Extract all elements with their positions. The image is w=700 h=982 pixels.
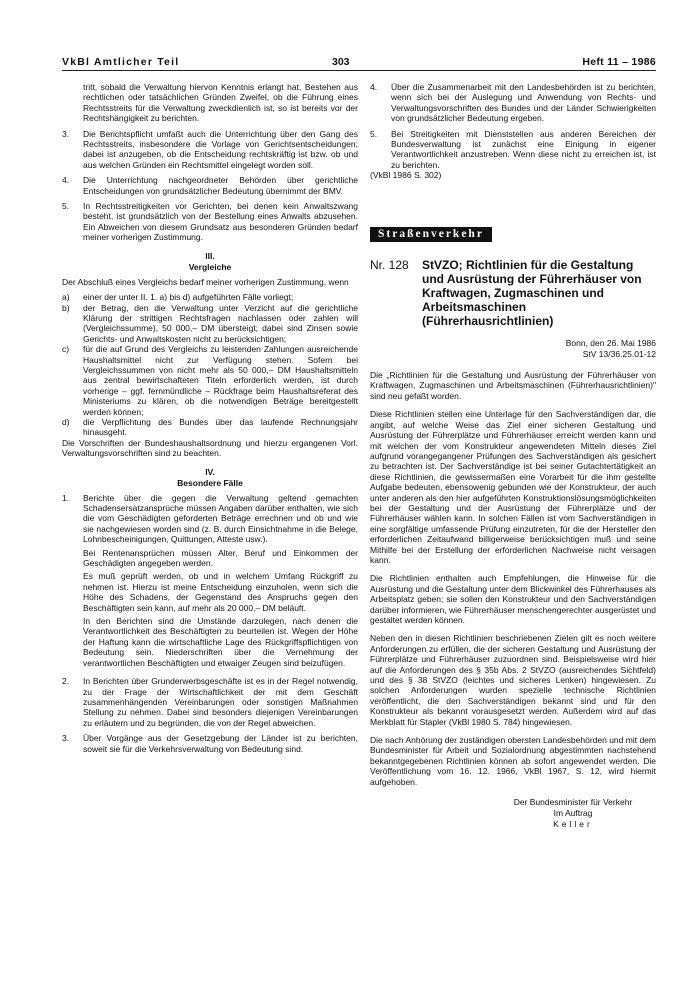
item-letter: a) bbox=[62, 292, 70, 303]
regulation-header bbox=[370, 258, 656, 328]
section-intro: Der Abschluß eines Vergleichs bedarf meiner vorherigen Zustimmung, wenn bbox=[62, 276, 349, 287]
item-text: für die auf Grund des Vergleichs zu leistenden Zahlungen ausreichende Haushaltsmittel nicht zur Verfügung stehen. Sofern bei Vergleichssummen von nicht mehr als 50 000,– DM Haushaltsmitteln aus zentral bewirtschafteten Titeln erforderlich werden, ist durch vorherige – ggf. fernmündliche – Rückfrage beim Haushaltsreferat des Ministeriums zu klären, ob die notwendigen Beträge bereitgestellt werden können; bbox=[83, 344, 358, 417]
list-item bbox=[62, 292, 358, 302]
regulation-number: Nr. 128 bbox=[370, 258, 409, 273]
section-banner bbox=[370, 227, 656, 242]
item-text: Die Berichtspflicht umfaßt auch die Unterrichtung über den Gang des Rechtsstreits, insbesondere die Vorlage von Gerichtsentscheidungen; dabei ist anzugeben, ob die Entscheidung rechtskräftig ist bzw. ob und aus welchen Gründen ein Rechtsmittel eingelegt worden soll. bbox=[83, 128, 358, 170]
signatory-name: Keller bbox=[553, 819, 593, 830]
list-item bbox=[370, 82, 656, 124]
item-text: Bei Streitigkeiten mit Dienststellen aus anderen Bereichen der Bundesverwaltung ist zunächst eine Einigung in eigener Verantwortlichkeit anzustreben. Wenn diese nicht zu erreichen ist, ist zu berichten. bbox=[391, 128, 656, 170]
body-paragraph: Diese Richtlinien stellen eine Unterlage für den Sachverständigen dar, die angibt, auf welche Weise das Ziel einer sicheren Gestaltung und Ausrüstung der Führerplätze und Führerhäuser erreicht werden kann und mit welchen der vom Konstrukteur angewendeten Mitteln dieses Ziel aufgrund vorangegangener Prüfungen des Sachverständigen als gesichert zu betrachten ist. Der Sachverständige ist bei seiner Gutachtertätigkeit an diese Richtlinien, die gewissermaßen eine Vorarbeit für die ihm gestellte Aufgabe bedeuten, ebensowenig gebunden wie der Konstrukteur, der auch unter anderen als den hier aufgeführten Konstruktionslösungsmöglichkeiten bei der Gestaltung und der Ausrüstung der Führerplätze und der Führerhäuser wählen kann. In solchen Fällen ist vom Sachverständigen in eine sorgfältige umfassende Prüfung einzutreten, für die der Hersteller den erforderlichen Zeitaufwand billigerweise berücksichtigen muß und seine Mithilfe bei der Erstellung der erforderlichen Nachweise nicht versagen kann. bbox=[370, 409, 656, 565]
item-paragraph: Bei Rentenansprüchen müssen Alter, Beruf und Einkommen der Geschädigten angegeben werden. bbox=[83, 547, 358, 569]
item-paragraph: In den Berichten sind die Umstände darzulegen, nach denen die Verantwortlichkeit des Beschäftigten zu beurteilen ist. Wegen der Höhe der Haftung kann die wirtschaftliche Lage des Rückgriffspflichtigen von Bedeutung sein. Niederschriften über die Vernehmung der verantwortlichen Beschäftigten und etwaiger Zeugen sind beizufügen. bbox=[83, 616, 358, 668]
citation: (VkBl 1986 S. 302) bbox=[370, 170, 442, 181]
section-title: Besondere Fälle bbox=[177, 477, 243, 488]
section-title: Vergleiche bbox=[188, 261, 232, 272]
continued-paragraph: tritt, sobald die Verwaltung hiervon Kenntnis erlangt hat. Bestehen aus rechtlichen oder tatsächlichen Gründen Zweifel, ob die Führung eines Rechtsstreits für die Verwaltung zweckdienlich ist, so ist bereits vor der Rechtshängigkeit zu berichten. bbox=[83, 82, 358, 124]
item-number: 5. bbox=[62, 201, 70, 212]
page-header bbox=[62, 56, 656, 70]
item-letter: d) bbox=[62, 416, 70, 427]
list-item bbox=[62, 417, 358, 438]
item-text: In Rechtsstreitigkeiten vor Gerichten, bei denen kein Anwaltszwang besteht, ist grundsätzlich von der Bestellung eines Anwalts abzusehen. Ein Abweichen von diesem Grundsatz aus besonderen Gründen bedarf meiner vorherigen Zustimmung. bbox=[83, 201, 358, 243]
item-number: 2. bbox=[62, 676, 70, 687]
item-number: 3. bbox=[62, 733, 70, 744]
item-number: 4. bbox=[62, 175, 70, 186]
list-item bbox=[62, 676, 358, 728]
section-numeral: III. bbox=[205, 250, 215, 261]
date-place: Bonn, den 26. Mai 1986 bbox=[565, 338, 656, 349]
signatory-authority: Der Bundesminister für Verkehr bbox=[513, 797, 633, 808]
body-paragraph: Neben den in diesen Richtlinien beschriebenen Zielen gilt es noch weitere Anforderungen zu erfüllen, die der sicheren Gestaltung und Ausrüstung der Führerplätze und Führerhäuser zuzuordnen sind. Beispielsweise wird hier auf die Anforderungen des § 35b Abs. 2 StVZO (ausreichendes Sichtfeld) und des § 38 StVZO (leichtes und sicheres Lenken) hingewiesen. Zu solchen Anforderungen wurden spezielle technische Richtlinien veröffentlicht, die den Sachverständigen bekannt sind und für den Konstrukteur als bekannt vorausgesetzt werden. Außerdem wird auf das Merkblatt für Stapler (VkBl 1980 S. 784) hingewiesen. bbox=[370, 633, 656, 727]
list-item bbox=[370, 129, 656, 171]
item-paragraph: Es muß geprüft werden, ob und in welchem Umfang Rückgriff zu nehmen ist. Hierzu ist meine Entscheidung einzuholen, wenn sich die Höhe des Schadens, der Gegenstand des Anspruchs gegen den Beschäftigten sein kann, auf mehr als 20 000,– DM beläuft. bbox=[83, 571, 358, 613]
list-item bbox=[62, 129, 358, 171]
item-number: 5. bbox=[370, 128, 378, 139]
page-number: 303 bbox=[332, 56, 350, 68]
item-number: 1. bbox=[62, 492, 70, 503]
item-text: Über Vorgänge aus der Gesetzgebung der Länder ist zu berichten, soweit sie für die Verkehrsverwaltung von Bedeutung sind. bbox=[83, 733, 358, 754]
list-item bbox=[62, 733, 358, 754]
item-letter: b) bbox=[62, 302, 70, 313]
dateline bbox=[370, 338, 656, 360]
section-heading-iv bbox=[62, 467, 358, 489]
journal-title: VkBl Amtlicher Teil bbox=[62, 56, 180, 68]
item-text: Die Unterrichtung nachgeordneter Behörden über gerichtliche Entscheidungen von grundsätzlicher Bedeutung übernimmt der BMV. bbox=[83, 175, 358, 196]
right-column bbox=[370, 82, 656, 830]
item-text: einer der unter II. 1. a) bis d) aufgeführten Fälle vorliegt; bbox=[83, 292, 294, 303]
header-rule bbox=[62, 70, 656, 71]
list-item bbox=[62, 175, 358, 196]
list-item bbox=[62, 344, 358, 417]
left-column bbox=[62, 82, 358, 759]
signatory-capacity: Im Auftrag bbox=[553, 808, 593, 819]
body-paragraph: Die Richtlinien enthalten auch Empfehlungen, die Hinweise für die Ausrüstung und die Gestaltung unter dem Blickwinkel des Führerhauses als Arbeitsplatz geben; sie sollen den Konstrukteur und den Sachverständigen darüber informieren, wie Führerhäuser menschengerechter ausgerüstet und gestaltet werden können. bbox=[370, 573, 656, 625]
signature-block bbox=[490, 797, 656, 830]
item-text: Berichte über die gegen die Verwaltung geltend gemachten Schadensersatzansprüche müssen Angaben darüber enthalten, wie sich die vom Geschädigten geforderten Beträge errechnen und ob und wie sie nachgewiesen worden sind (z. B. durch Einsichtnahme in die Belege, Lohnbescheinigungen, Quittungen, Atteste usw.). bbox=[83, 492, 358, 545]
item-text: Über die Zusammenarbeit mit den Landesbehörden ist zu berichten, wenn sich bei der Auslegung und Anwendung von Rechts- und Verwaltungsvorschriften des Bundes und der Länder Schwierigkeiten von grundsätzlicher Bedeutung ergeben. bbox=[391, 82, 656, 124]
list-item bbox=[62, 493, 358, 672]
section-numeral: IV. bbox=[205, 466, 215, 477]
list-item bbox=[62, 201, 358, 243]
reference-code: StV 13/36.25.01-12 bbox=[582, 349, 656, 360]
body-paragraph: Die „Richtlinien für die Gestaltung und Ausrüstung der Führerhäuser von Kraftwagen, Zugmaschinen und Arbeitsmaschinen (Führerhausrichtlinien)" sind neu gefaßt worden. bbox=[370, 370, 656, 401]
section-heading-iii bbox=[62, 251, 358, 273]
body-paragraph: Die nach Anhörung der zuständigen obersten Landesbehörden und mit dem Bundesminister für Arbeit und Sozialordnung abgestimmten nachstehend bekanntgegebenen Richtlinien können ab sofort angewendet werden. Die Veröffentlichung vom 16. 12. 1966, VkBl 1967, S. 12, wird hiermit aufgehoben. bbox=[370, 735, 656, 787]
regulation-title: StVZO; Richtlinien für die Gestaltung und Ausrüstung der Führerhäuser von Kraftwagen, Zugmaschinen und Arbeitsmaschinen (Führerhausrichtlinien) bbox=[422, 258, 642, 329]
banner-label: Straßenverkehr bbox=[370, 227, 492, 242]
issue-label: Heft 11 – 1986 bbox=[582, 56, 656, 68]
item-number: 4. bbox=[370, 82, 378, 92]
item-text: die Verpflichtung des Bundes über das laufende Rechnungsjahr hinausgeht. bbox=[83, 416, 358, 438]
item-text: der Betrag, den die Verwaltung unter Verzicht auf die gerichtliche Klärung der strittigen Rechtsfragen nachlassen oder zahlen will (Vergleichssumme), 50 000,– DM übersteigt; dabei sind Zinsen sowie Gerichts- und Anwaltskosten nicht zu berücksichtigen; bbox=[83, 302, 358, 344]
section-outro: Die Vorschriften der Bundeshaushaltsordnung und hierzu ergangenen Vorl. Verwaltungsvorschriften sind zu beachten. bbox=[62, 437, 358, 459]
list-item bbox=[62, 303, 358, 345]
item-body bbox=[83, 493, 358, 672]
item-letter: c) bbox=[62, 344, 70, 355]
item-text: In Berichten über Grunderwerbsgeschäfte ist es in der Regel notwendig, zu der Frage der Wirtschaftlichkeit der mit dem Geschäft zusammenhängenden Vereinbarungen oder sonstigen Maßnahmen Stellung zu nehmen. Dabei sind besonders diejenigen Vereinbarungen zu erläutern und zu begründen, die von der Regel abweichen. bbox=[83, 676, 358, 728]
item-number: 3. bbox=[62, 128, 70, 139]
